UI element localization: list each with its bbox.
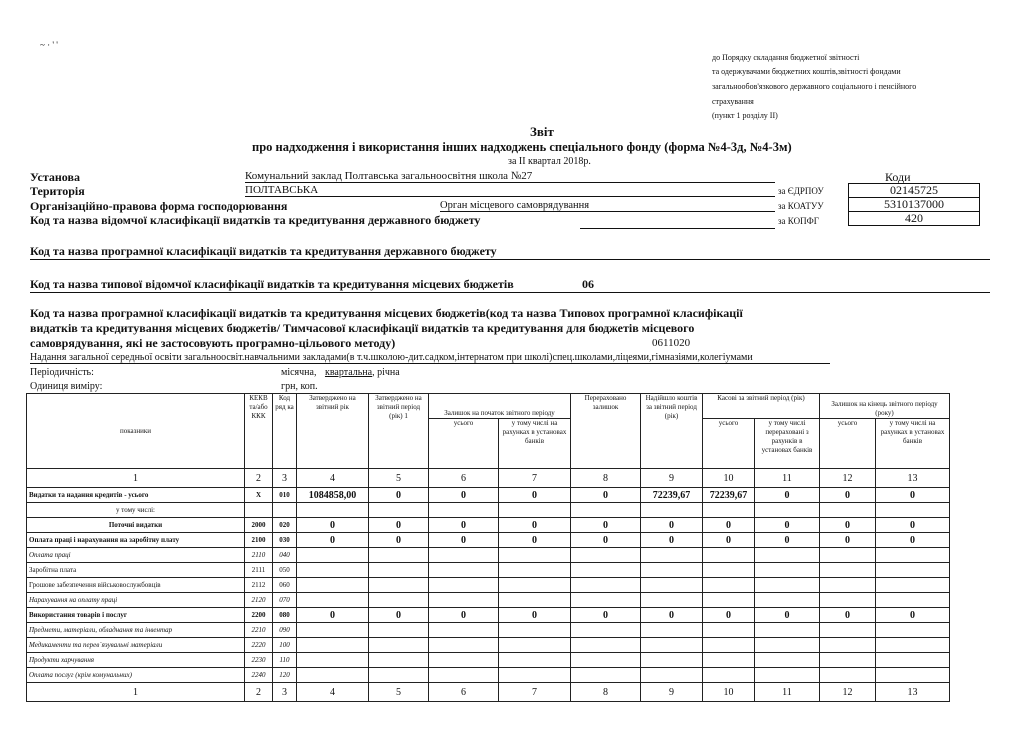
header-indicators: показники bbox=[27, 394, 245, 469]
program-classification-label: Код та назва програмної класифікації видатків та кредитування державного бюджету bbox=[30, 244, 497, 258]
row-cell-c12 bbox=[820, 563, 876, 578]
institution-value: Комунальний заклад Полтавська загальноосвітня школа №27 bbox=[245, 170, 775, 183]
row-cell-c7 bbox=[499, 638, 571, 653]
table-row bbox=[27, 623, 950, 638]
row-cell-c6: 0 bbox=[429, 533, 499, 548]
col-num: 13 bbox=[876, 683, 950, 702]
periodicity-annual: , річна bbox=[372, 367, 400, 378]
row-cell-c8: 0 bbox=[571, 518, 641, 533]
row-cell-c4 bbox=[297, 653, 369, 668]
col-num: 2 bbox=[245, 469, 273, 488]
col-num: 3 bbox=[273, 469, 297, 488]
col-num: 10 bbox=[703, 683, 755, 702]
row-cell-c8 bbox=[571, 548, 641, 563]
row-cell-c8 bbox=[571, 668, 641, 683]
row-cell-c9: 0 bbox=[641, 518, 703, 533]
row-code: 100 bbox=[273, 638, 297, 653]
col-num: 11 bbox=[755, 683, 820, 702]
col-num: 3 bbox=[273, 683, 297, 702]
row-cell-c6 bbox=[429, 578, 499, 593]
row-cell-c9 bbox=[641, 563, 703, 578]
header-cash: Касові за звітний період (рік) bbox=[703, 394, 820, 419]
row-cell-c11 bbox=[755, 668, 820, 683]
col-num: 6 bbox=[429, 683, 499, 702]
unit-value: грн, коп. bbox=[281, 381, 318, 392]
row-kekv: 2200 bbox=[245, 608, 273, 623]
row-label: Оплата праці і нарахування на заробітну плату bbox=[27, 533, 245, 548]
header-cash-incl: у тому числі перераховані з рахунків в установах банків bbox=[755, 419, 820, 469]
row-cell-c10 bbox=[703, 578, 755, 593]
local-program-label-2: видатків та кредитування місцевих бюджетів/ Тимчасової класифікації видатків та кредитування для бюджетів місцевого bbox=[30, 321, 695, 335]
row-cell-c11 bbox=[755, 638, 820, 653]
row-cell-c6 bbox=[429, 653, 499, 668]
table-row bbox=[27, 488, 950, 503]
header-start-incl-accounts: у тому числі на рахунках в установах банків bbox=[499, 419, 571, 469]
row-cell-c13 bbox=[876, 653, 950, 668]
row-code: 040 bbox=[273, 548, 297, 563]
col-num: 1 bbox=[27, 469, 245, 488]
row-cell-c4 bbox=[297, 668, 369, 683]
header-balance-start: Залишок на початок звітного періоду bbox=[429, 394, 571, 419]
territory-value: ПОЛТАВСЬКА bbox=[245, 184, 775, 197]
col-num: 1 bbox=[27, 683, 245, 702]
row-cell-c10 bbox=[703, 548, 755, 563]
row-cell-c12 bbox=[820, 593, 876, 608]
col-num: 8 bbox=[571, 469, 641, 488]
col-num: 2 bbox=[245, 683, 273, 702]
report-table bbox=[26, 393, 950, 702]
row-kekv: 2100 bbox=[245, 533, 273, 548]
row-kekv: 2230 bbox=[245, 653, 273, 668]
code-label-edrpou: за ЄДРПОУ bbox=[778, 186, 824, 196]
row-cell-c13: 0 bbox=[876, 518, 950, 533]
column-number-row-bottom bbox=[27, 683, 950, 702]
row-code: 020 bbox=[273, 518, 297, 533]
row-cell-c13 bbox=[876, 563, 950, 578]
row-cell-c5: 0 bbox=[369, 533, 429, 548]
row-label: Оплата праці bbox=[27, 548, 245, 563]
row-cell-c10: 0 bbox=[703, 518, 755, 533]
legal-form-value: Орган місцевого самоврядування bbox=[440, 200, 775, 212]
row-cell-c4 bbox=[297, 563, 369, 578]
row-cell-c8 bbox=[571, 623, 641, 638]
row-cell-c4: 0 bbox=[297, 518, 369, 533]
row-cell-c8 bbox=[571, 653, 641, 668]
note-line-3: загальнообов'язкового державного соціального і пенсійного bbox=[712, 82, 917, 91]
row-label: Предмети, матеріали, обладнання та інвентар bbox=[27, 623, 245, 638]
row-cell-c5 bbox=[369, 623, 429, 638]
table-row bbox=[27, 653, 950, 668]
col-num: 7 bbox=[499, 469, 571, 488]
row-cell-c8: 0 bbox=[571, 533, 641, 548]
row-cell-c5 bbox=[369, 563, 429, 578]
row-cell-c13: 0 bbox=[876, 608, 950, 623]
row-cell-c8 bbox=[571, 578, 641, 593]
row-cell-c13: 0 bbox=[876, 488, 950, 503]
row-cell-c7: 0 bbox=[499, 518, 571, 533]
row-cell-c9 bbox=[641, 653, 703, 668]
codes-header: Коди bbox=[885, 170, 911, 184]
row-cell-c13 bbox=[876, 623, 950, 638]
row-label: Нарахування на оплату праці bbox=[27, 593, 245, 608]
col-num: 12 bbox=[820, 469, 876, 488]
row-cell-c12 bbox=[820, 503, 876, 518]
row-code: 110 bbox=[273, 653, 297, 668]
col-num: 7 bbox=[499, 683, 571, 702]
row-cell-c10 bbox=[703, 623, 755, 638]
row-code: 060 bbox=[273, 578, 297, 593]
code-value-edrpou: 02145725 bbox=[849, 184, 980, 198]
col-num: 10 bbox=[703, 469, 755, 488]
row-cell-c10: 72239,67 bbox=[703, 488, 755, 503]
row-cell-c5: 0 bbox=[369, 488, 429, 503]
row-cell-c9 bbox=[641, 503, 703, 518]
row-kekv: X bbox=[245, 488, 273, 503]
header-end-total: усього bbox=[820, 419, 876, 469]
row-label: Заробітна плата bbox=[27, 563, 245, 578]
row-cell-c8: 0 bbox=[571, 608, 641, 623]
row-cell-c7: 0 bbox=[499, 608, 571, 623]
row-cell-c12 bbox=[820, 548, 876, 563]
legal-form-label: Організаційно-правова форма господорювання bbox=[30, 199, 288, 213]
typical-line bbox=[30, 291, 990, 293]
row-cell-c6: 0 bbox=[429, 608, 499, 623]
row-cell-c5: 0 bbox=[369, 518, 429, 533]
header-transferred: Перераховано залишок bbox=[571, 394, 641, 469]
row-cell-c7 bbox=[499, 593, 571, 608]
row-cell-c4 bbox=[297, 623, 369, 638]
report-period: за II квартал 2018р. bbox=[508, 156, 591, 167]
row-cell-c8 bbox=[571, 593, 641, 608]
row-cell-c4 bbox=[297, 548, 369, 563]
row-cell-c6 bbox=[429, 668, 499, 683]
row-label: Продукти харчування bbox=[27, 653, 245, 668]
table-row bbox=[27, 638, 950, 653]
row-cell-c8 bbox=[571, 638, 641, 653]
col-num: 12 bbox=[820, 683, 876, 702]
row-cell-c13 bbox=[876, 578, 950, 593]
row-cell-c9: 0 bbox=[641, 533, 703, 548]
row-cell-c5 bbox=[369, 668, 429, 683]
row-cell-c6: 0 bbox=[429, 488, 499, 503]
header-row-code: Код ряд ка bbox=[273, 394, 297, 469]
row-cell-c7: 0 bbox=[499, 488, 571, 503]
row-cell-c13 bbox=[876, 638, 950, 653]
row-cell-c6: 0 bbox=[429, 518, 499, 533]
dept-classification-line bbox=[580, 216, 775, 229]
row-cell-c12 bbox=[820, 668, 876, 683]
row-label: Грошове забезпечення військовослужбовців bbox=[27, 578, 245, 593]
row-cell-c9 bbox=[641, 548, 703, 563]
col-num: 6 bbox=[429, 469, 499, 488]
row-cell-c11 bbox=[755, 563, 820, 578]
row-cell-c7 bbox=[499, 623, 571, 638]
col-num: 9 bbox=[641, 469, 703, 488]
row-cell-c12: 0 bbox=[820, 533, 876, 548]
row-cell-c11 bbox=[755, 593, 820, 608]
local-program-code: 0611020 bbox=[652, 337, 691, 349]
row-label: у тому числі: bbox=[27, 503, 245, 518]
periodicity-quarterly: квартальна bbox=[324, 367, 373, 378]
row-cell-c13: 0 bbox=[876, 533, 950, 548]
row-cell-c6 bbox=[429, 563, 499, 578]
row-cell-c4: 0 bbox=[297, 533, 369, 548]
row-cell-c10 bbox=[703, 593, 755, 608]
periodicity-values bbox=[281, 367, 400, 378]
row-cell-c5 bbox=[369, 593, 429, 608]
note-line-2: та одержувачами бюджетних коштів,звітності фондами bbox=[712, 67, 901, 76]
unit-label: Одиниця виміру: bbox=[30, 381, 103, 392]
row-cell-c13 bbox=[876, 668, 950, 683]
row-code: 090 bbox=[273, 623, 297, 638]
row-cell-c11 bbox=[755, 623, 820, 638]
header-balance-end: Залишок на кінець звітного періоду (року) bbox=[820, 394, 950, 419]
row-kekv bbox=[245, 503, 273, 518]
row-cell-c11 bbox=[755, 578, 820, 593]
column-number-row bbox=[27, 469, 950, 488]
table-row bbox=[27, 518, 950, 533]
program-line bbox=[30, 258, 990, 260]
row-label: Видатки та надання кредитів - усього bbox=[27, 488, 245, 503]
row-cell-c4 bbox=[297, 638, 369, 653]
row-code: 010 bbox=[273, 488, 297, 503]
row-code: 030 bbox=[273, 533, 297, 548]
row-cell-c4 bbox=[297, 578, 369, 593]
institution-label: Установа bbox=[30, 170, 80, 184]
row-cell-c10: 0 bbox=[703, 608, 755, 623]
col-num: 4 bbox=[297, 469, 369, 488]
row-cell-c12: 0 bbox=[820, 608, 876, 623]
row-cell-c9 bbox=[641, 638, 703, 653]
row-kekv: 2110 bbox=[245, 548, 273, 563]
row-cell-c5 bbox=[369, 548, 429, 563]
row-cell-c10 bbox=[703, 668, 755, 683]
row-cell-c10: 0 bbox=[703, 533, 755, 548]
row-cell-c6 bbox=[429, 548, 499, 563]
row-cell-c5 bbox=[369, 578, 429, 593]
row-cell-c7 bbox=[499, 503, 571, 518]
header-approved-year: Затверджено на звітний рік bbox=[297, 394, 369, 469]
row-label: Оплата послуг (крім комунальних) bbox=[27, 668, 245, 683]
row-cell-c7 bbox=[499, 653, 571, 668]
table-row bbox=[27, 503, 950, 518]
row-kekv: 2000 bbox=[245, 518, 273, 533]
row-cell-c12: 0 bbox=[820, 488, 876, 503]
row-cell-c11 bbox=[755, 503, 820, 518]
report-title: про надходження і використання інших надходжень спеціального фонду (форма №4-3д, №4-3м) bbox=[252, 140, 792, 154]
row-cell-c9: 72239,67 bbox=[641, 488, 703, 503]
local-program-label-1: Код та назва програмної класифікації видатків та кредитування місцевих бюджетів(код та назва Типовох програмної класифікації bbox=[30, 306, 743, 320]
row-cell-c7: 0 bbox=[499, 533, 571, 548]
code-value-kopfg: 420 bbox=[849, 212, 980, 226]
row-cell-c6 bbox=[429, 623, 499, 638]
table-row bbox=[27, 548, 950, 563]
row-kekv: 2220 bbox=[245, 638, 273, 653]
row-cell-c6 bbox=[429, 638, 499, 653]
row-cell-c13 bbox=[876, 548, 950, 563]
dept-classification-label: Код та назва відомчої класифікації видатків та кредитування державного бюджету bbox=[30, 213, 481, 227]
row-cell-c9 bbox=[641, 623, 703, 638]
row-label: Використання товарів і послуг bbox=[27, 608, 245, 623]
row-cell-c10 bbox=[703, 638, 755, 653]
local-program-label-3: самоврядування, які не застосовують програмно-цільового методу) bbox=[30, 336, 396, 350]
row-kekv: 2240 bbox=[245, 668, 273, 683]
header-end-incl-accounts: у тому числі на рахунках в установах банків bbox=[876, 419, 950, 469]
typical-classification-label: Код та назва типової відомчої класифікації видатків та кредитування місцевих бюджетів bbox=[30, 277, 514, 291]
row-cell-c12 bbox=[820, 578, 876, 593]
row-code: 120 bbox=[273, 668, 297, 683]
row-kekv: 2111 bbox=[245, 563, 273, 578]
row-cell-c8 bbox=[571, 563, 641, 578]
row-cell-c9 bbox=[641, 668, 703, 683]
note-line-5: (пункт 1 розділу II) bbox=[712, 111, 778, 120]
table-row bbox=[27, 533, 950, 548]
header-cash-total: усього bbox=[703, 419, 755, 469]
row-cell-c5 bbox=[369, 653, 429, 668]
row-cell-c5 bbox=[369, 638, 429, 653]
row-cell-c5 bbox=[369, 503, 429, 518]
row-code: 070 bbox=[273, 593, 297, 608]
row-cell-c11: 0 bbox=[755, 533, 820, 548]
col-num: 5 bbox=[369, 469, 429, 488]
col-num: 4 bbox=[297, 683, 369, 702]
codes-table bbox=[848, 183, 980, 226]
row-cell-c4 bbox=[297, 503, 369, 518]
row-cell-c4: 0 bbox=[297, 608, 369, 623]
row-cell-c11 bbox=[755, 548, 820, 563]
header-received: Надійшло коштів за звітний період (рік) bbox=[641, 394, 703, 469]
row-cell-c12 bbox=[820, 623, 876, 638]
row-cell-c12 bbox=[820, 638, 876, 653]
row-cell-c11: 0 bbox=[755, 518, 820, 533]
col-num: 13 bbox=[876, 469, 950, 488]
report-title-word: Звіт bbox=[530, 124, 554, 139]
row-cell-c6 bbox=[429, 503, 499, 518]
col-num: 11 bbox=[755, 469, 820, 488]
row-cell-c11: 0 bbox=[755, 488, 820, 503]
row-cell-c10 bbox=[703, 503, 755, 518]
table-row bbox=[27, 668, 950, 683]
row-cell-c4: 1084858,00 bbox=[297, 488, 369, 503]
corner-mark: ~ · ' ' bbox=[40, 40, 58, 50]
row-cell-c5: 0 bbox=[369, 608, 429, 623]
row-cell-c9 bbox=[641, 578, 703, 593]
row-cell-c10 bbox=[703, 563, 755, 578]
row-cell-c9 bbox=[641, 593, 703, 608]
table-row bbox=[27, 563, 950, 578]
row-cell-c12: 0 bbox=[820, 518, 876, 533]
code-value-koatuu: 5310137000 bbox=[849, 198, 980, 212]
code-label-koatuu: за КОАТУУ bbox=[778, 201, 824, 211]
header-start-total: усього bbox=[429, 419, 499, 469]
row-code bbox=[273, 503, 297, 518]
row-label: Медикаменти та перев`язувальні матеріали bbox=[27, 638, 245, 653]
col-num: 9 bbox=[641, 683, 703, 702]
row-cell-c10 bbox=[703, 653, 755, 668]
row-kekv: 2112 bbox=[245, 578, 273, 593]
local-program-name: Надання загальної середньої освіти загальноосвіт.навчальними закладами(в т.ч.школою-дит.садком,інтернатом при школі)спец.школами,ліцеями,гімназіями,колегіумами bbox=[30, 352, 830, 364]
row-cell-c6 bbox=[429, 593, 499, 608]
table-row bbox=[27, 608, 950, 623]
row-cell-c7 bbox=[499, 578, 571, 593]
row-cell-c13 bbox=[876, 593, 950, 608]
row-cell-c12 bbox=[820, 653, 876, 668]
note-line-4: страхування bbox=[712, 97, 754, 106]
row-code: 080 bbox=[273, 608, 297, 623]
note-line-1: до Порядку складання бюджетної звітності bbox=[712, 53, 860, 62]
typical-classification-value: 06 bbox=[582, 277, 594, 291]
table-row bbox=[27, 593, 950, 608]
col-num: 8 bbox=[571, 683, 641, 702]
row-kekv: 2120 bbox=[245, 593, 273, 608]
periodicity-label: Періодичність: bbox=[30, 367, 94, 378]
territory-label: Територія bbox=[30, 184, 85, 198]
row-code: 050 bbox=[273, 563, 297, 578]
periodicity-monthly: місячна, bbox=[281, 367, 317, 378]
table-row bbox=[27, 578, 950, 593]
header-kekv: КЕКВ та/або ККК bbox=[245, 394, 273, 469]
header-approved-period: Затверджено на звітний період (рік) 1 bbox=[369, 394, 429, 469]
row-kekv: 2210 bbox=[245, 623, 273, 638]
row-cell-c13 bbox=[876, 503, 950, 518]
row-cell-c7 bbox=[499, 668, 571, 683]
code-label-kopfg: за КОПФГ bbox=[778, 216, 819, 226]
row-cell-c8 bbox=[571, 503, 641, 518]
row-cell-c8: 0 bbox=[571, 488, 641, 503]
row-label: Поточні видатки bbox=[27, 518, 245, 533]
row-cell-c4 bbox=[297, 593, 369, 608]
row-cell-c7 bbox=[499, 548, 571, 563]
row-cell-c11 bbox=[755, 653, 820, 668]
row-cell-c11: 0 bbox=[755, 608, 820, 623]
row-cell-c7 bbox=[499, 563, 571, 578]
row-cell-c9: 0 bbox=[641, 608, 703, 623]
col-num: 5 bbox=[369, 683, 429, 702]
